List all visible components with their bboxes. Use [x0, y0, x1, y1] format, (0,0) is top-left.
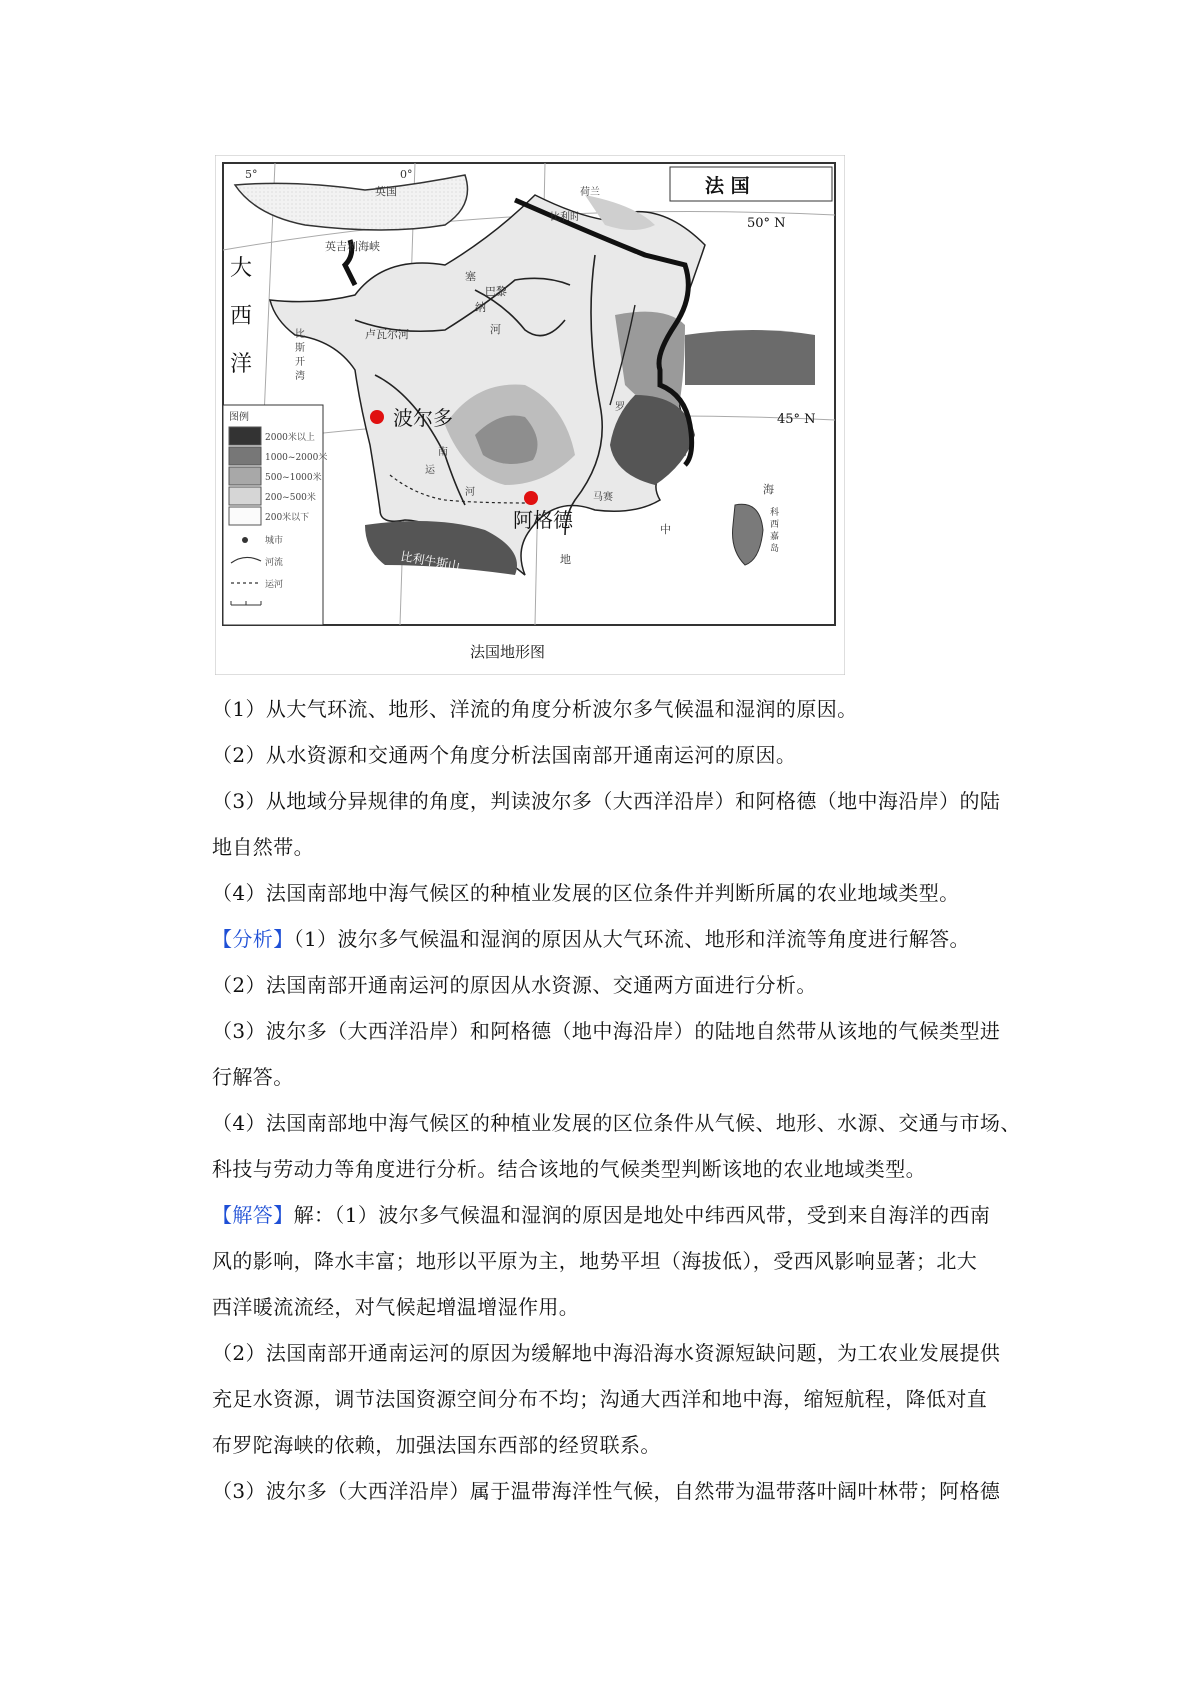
biscay-label-1: 比: [295, 329, 305, 340]
legend-item-8: 运河: [265, 580, 284, 590]
map-legend: [223, 405, 327, 625]
loire-label: 卢瓦尔河: [365, 328, 409, 341]
question-3-cont: 地自然带。: [212, 835, 314, 859]
marseille-label: 马赛: [593, 492, 613, 503]
med-label-3: 地: [560, 553, 571, 566]
city-bordeaux-marker: [370, 410, 384, 424]
answer-line-5: 充足水资源，调节法国资源空间分布不均；沟通大西洋和地中海，缩短航程，降低对直: [212, 1387, 988, 1411]
med-label-2: 中: [660, 523, 671, 536]
question-3: （3）从地域分异规律的角度，判读波尔多（大西洋沿岸）和阿格德（地中海沿岸）的陆: [212, 789, 1001, 813]
corsica-label-3: 嘉: [770, 532, 780, 542]
lon-5w-label: 5°: [245, 168, 258, 181]
city-agde-marker: [524, 491, 538, 505]
france-terrain-map: [215, 155, 845, 675]
biscay-label-4: 湾: [295, 371, 305, 382]
answer-line-2: 风的影响，降水丰富；地形以平原为主，地势平坦（海拔低），受西风影响显著；北大: [212, 1249, 978, 1273]
rhone-label: 罗: [615, 402, 625, 413]
lon-0-label: 0°: [400, 168, 413, 181]
answer-line-6: 布罗陀海峡的依赖，加强法国东西部的经贸联系。: [212, 1433, 661, 1457]
analysis-line-3: （3）波尔多（大西洋沿岸）和阿格德（地中海沿岸）的陆地自然带从该地的气候类型进: [212, 1019, 1001, 1043]
biscay-label-3: 开: [295, 357, 305, 368]
channel-label: 英吉利海峡: [325, 240, 380, 253]
seine-label-2: 纳: [475, 301, 486, 314]
analysis-first-line: [212, 916, 1032, 962]
legend-title: 图例: [229, 412, 249, 423]
corsica-label-4: 岛: [770, 544, 780, 554]
med-label-1: 海: [763, 483, 774, 496]
legend-item-7: 河流: [265, 558, 284, 568]
answer-first-line: [212, 1192, 1032, 1238]
legend-item-6: 城市: [265, 536, 284, 546]
uk-label: 英国: [375, 185, 397, 198]
canal-label-1: 南: [438, 447, 448, 458]
legend-item-1: 2000米以上: [265, 433, 315, 443]
corsica-label-2: 西: [770, 520, 780, 530]
paris-label: 巴黎: [485, 285, 507, 298]
atlantic-label-2: 西: [230, 304, 253, 329]
corsica-label-1: 科: [770, 508, 780, 518]
atlantic-label-3: 洋: [230, 352, 253, 377]
pyrenees-label: 比利牛斯山: [399, 549, 462, 574]
analysis-line-2: （2）法国南部开通南运河的原因从水资源、交通两方面进行分析。: [212, 973, 817, 997]
canal-label-3: 河: [465, 487, 475, 498]
question-4: （4）法国南部地中海气候区的种植业发展的区位条件并判断所属的农业地域类型。: [212, 881, 960, 905]
seine-label-1: 塞: [465, 270, 476, 283]
question-1: （1）从大气环流、地形、洋流的角度分析波尔多气候温和湿润的原因。: [212, 697, 858, 721]
answer-line-4: （2）法国南部开通南运河的原因为缓解地中海沿海水资源短缺问题，为工农业发展提供: [212, 1341, 1001, 1365]
legend-item-2: 1000~2000米: [265, 453, 328, 463]
analysis-line-4: 行解答。: [212, 1065, 294, 1089]
biscay-label-2: 斯: [295, 343, 305, 354]
answer-tag: 【解答】: [212, 1203, 294, 1227]
analysis-tag: 【分析】: [212, 927, 294, 951]
netherlands-label: 荷兰: [580, 187, 600, 198]
agde-label: 阿格德: [513, 508, 573, 532]
analysis-first-text: （1）波尔多气候温和湿润的原因从大气环流、地形和洋流等角度进行解答。: [293, 927, 970, 951]
seine-label-3: 河: [490, 323, 501, 336]
lat-45-label: 45° N: [777, 412, 816, 427]
belgium-label: 比利时: [550, 212, 580, 223]
map-title: 法国地形图: [470, 643, 546, 661]
question-2: （2）从水资源和交通两个角度分析法国南部开通南运河的原因。: [212, 743, 797, 767]
legend-item-5: 200米以下: [265, 513, 310, 523]
analysis-line-5: （4）法国南部地中海气候区的种植业发展的区位条件从气候、地形、水源、交通与市场、: [212, 1111, 1021, 1135]
answer-line-3: 西洋暖流流经，对气候起增温增湿作用。: [212, 1295, 580, 1319]
lat-50-label: 50° N: [747, 216, 786, 231]
bordeaux-label: 波尔多: [393, 406, 453, 430]
legend-item-4: 200~500米: [265, 493, 316, 503]
canal-label-2: 运: [425, 465, 435, 476]
answer-first-text: 解：（1）波尔多气候温和湿润的原因是地处中纬西风带，受到来自海洋的西南: [293, 1203, 991, 1227]
analysis-line-6: 科技与劳动力等角度进行分析。结合该地的气候类型判断该地的农业地域类型。: [212, 1157, 926, 1181]
legend-item-3: 500~1000米: [265, 473, 322, 483]
country-box-label: 法 国: [705, 175, 750, 197]
answer-line-7: （3）波尔多（大西洋沿岸）属于温带海洋性气候，自然带为温带落叶阔叶林带；阿格德: [212, 1479, 1001, 1503]
atlantic-label-1: 大: [230, 256, 253, 281]
